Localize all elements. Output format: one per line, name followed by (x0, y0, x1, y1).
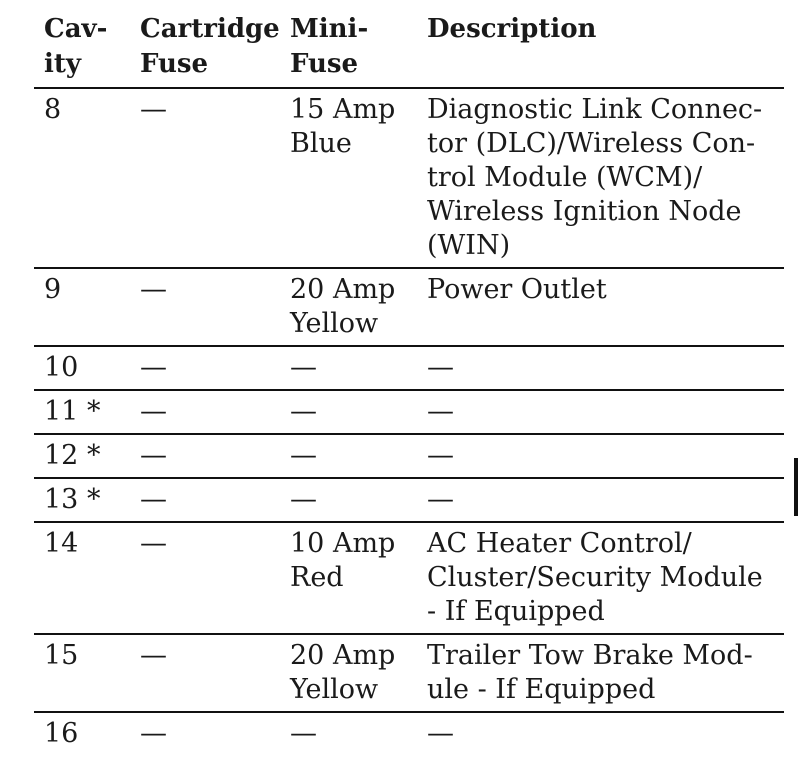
cavity-cell (34, 390, 130, 434)
cartridge-fuse-cell (130, 390, 280, 434)
header-mini-line: Fuse (290, 49, 359, 79)
mini-fuse-cell (280, 88, 417, 268)
mini-fuse-line: — (290, 440, 317, 471)
description-line: Wireless Ignition Node (427, 196, 742, 227)
table-row (34, 390, 784, 434)
mini-fuse-line: — (290, 396, 317, 427)
description-cell (417, 634, 784, 712)
mini-fuse-cell (280, 268, 417, 346)
description-cell (417, 346, 784, 390)
mini-fuse-cell (280, 434, 417, 478)
cartridge-fuse-value: — (140, 274, 167, 305)
cartridge-fuse-cell (130, 346, 280, 390)
description-line: — (427, 352, 454, 383)
cartridge-fuse-cell (130, 268, 280, 346)
cavity-cell (34, 634, 130, 712)
cavity-value: 16 (44, 718, 79, 749)
mini-fuse-line: — (290, 352, 317, 383)
header-cavity-line: Cav- (44, 14, 108, 44)
description-cell (417, 88, 784, 268)
table-row (34, 478, 784, 522)
cartridge-fuse-value: — (140, 484, 167, 515)
table-row (34, 88, 784, 268)
cavity-value: 11 * (44, 396, 101, 427)
description-line: Diagnostic Link Connec- (427, 94, 763, 125)
cavity-value: 15 (44, 640, 79, 671)
cavity-cell (34, 88, 130, 268)
mini-fuse-line: 15 Amp (290, 94, 396, 125)
mini-fuse-line: Yellow (290, 674, 379, 705)
mini-fuse-cell (280, 522, 417, 634)
mini-fuse-line: — (290, 484, 317, 515)
header-description-line: Description (427, 14, 597, 44)
mini-fuse-line: — (290, 718, 317, 749)
header-mini-fuse (280, 8, 417, 88)
mini-fuse-cell (280, 346, 417, 390)
cavity-cell (34, 434, 130, 478)
description-line: — (427, 718, 454, 749)
cartridge-fuse-value: — (140, 396, 167, 427)
cartridge-fuse-cell (130, 712, 280, 755)
fuse-table (34, 8, 784, 755)
cartridge-fuse-cell (130, 88, 280, 268)
cartridge-fuse-value: — (140, 440, 167, 471)
description-line: ule - If Equipped (427, 674, 656, 705)
cavity-cell (34, 522, 130, 634)
mini-fuse-line: Yellow (290, 308, 379, 339)
table-row (34, 634, 784, 712)
description-line: Power Outlet (427, 274, 607, 305)
mini-fuse-cell (280, 390, 417, 434)
cartridge-fuse-value: — (140, 718, 167, 749)
cavity-value: 14 (44, 528, 79, 559)
description-line: Trailer Tow Brake Mod- (427, 640, 753, 671)
cavity-cell (34, 712, 130, 755)
description-cell (417, 390, 784, 434)
mini-fuse-line: 20 Amp (290, 640, 396, 671)
cartridge-fuse-cell (130, 478, 280, 522)
mini-fuse-line: Blue (290, 128, 352, 159)
header-cartridge-line: Cartridge (140, 14, 280, 44)
description-line: — (427, 440, 454, 471)
description-line: — (427, 396, 454, 427)
description-cell (417, 522, 784, 634)
cartridge-fuse-value: — (140, 528, 167, 559)
description-line: (WIN) (427, 230, 511, 261)
description-cell (417, 478, 784, 522)
cartridge-fuse-value: — (140, 352, 167, 383)
header-description (417, 8, 784, 88)
mini-fuse-line: Red (290, 562, 344, 593)
description-line: Cluster/Security Module (427, 562, 763, 593)
description-cell (417, 268, 784, 346)
mini-fuse-cell (280, 478, 417, 522)
page-edge-mark (794, 458, 798, 516)
description-line: — (427, 484, 454, 515)
fuse-table-body (34, 88, 784, 755)
table-row (34, 522, 784, 634)
header-cavity (34, 8, 130, 88)
cavity-value: 8 (44, 94, 62, 125)
description-line: - If Equipped (427, 596, 605, 627)
header-mini-line: Mini- (290, 14, 369, 44)
cavity-value: 13 * (44, 484, 101, 515)
cartridge-fuse-value: — (140, 94, 167, 125)
description-line: trol Module (WCM)/ (427, 162, 703, 193)
description-cell (417, 712, 784, 755)
header-cavity-line: ity (44, 49, 81, 79)
description-line: AC Heater Control/ (427, 528, 692, 559)
table-row (34, 712, 784, 755)
header-row (34, 8, 784, 88)
cartridge-fuse-value: — (140, 640, 167, 671)
cavity-cell (34, 268, 130, 346)
description-line: tor (DLC)/Wireless Con- (427, 128, 756, 159)
cavity-value: 12 * (44, 440, 101, 471)
table-row (34, 346, 784, 390)
cavity-value: 10 (44, 352, 79, 383)
table-row (34, 434, 784, 478)
cartridge-fuse-cell (130, 522, 280, 634)
cavity-cell (34, 346, 130, 390)
header-cartridge-fuse (130, 8, 280, 88)
cartridge-fuse-cell (130, 434, 280, 478)
header-cartridge-line: Fuse (140, 49, 209, 79)
table-row (34, 268, 784, 346)
cavity-cell (34, 478, 130, 522)
cartridge-fuse-cell (130, 634, 280, 712)
mini-fuse-line: 10 Amp (290, 528, 396, 559)
description-cell (417, 434, 784, 478)
mini-fuse-cell (280, 634, 417, 712)
mini-fuse-line: 20 Amp (290, 274, 396, 305)
mini-fuse-cell (280, 712, 417, 755)
cavity-value: 9 (44, 274, 62, 305)
